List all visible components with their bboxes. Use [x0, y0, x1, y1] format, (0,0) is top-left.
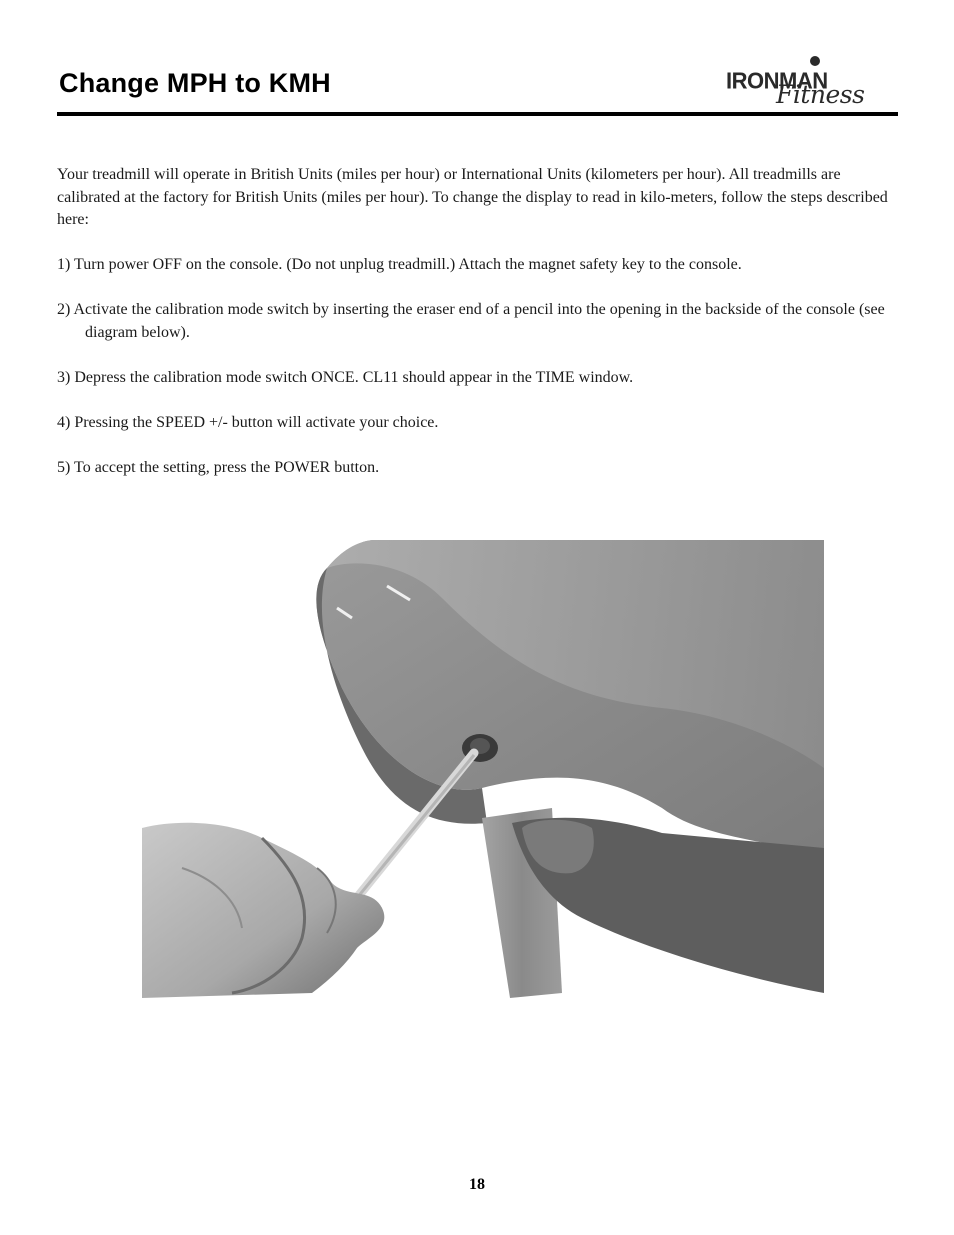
step-2: 2) Activate the calibration mode switch by inserting the eraser end of a pencil into the opening in the backside of the console (see diagram below). [57, 301, 885, 341]
console-calibration-photo [142, 538, 824, 998]
logo-dot-icon [810, 56, 820, 66]
step-3: 3) Depress the calibration mode switch ONCE. CL11 should appear in the TIME window. [57, 368, 634, 386]
page-number: 18 [469, 1176, 485, 1193]
instructions-body [57, 164, 902, 502]
ironman-fitness-logo [722, 54, 882, 116]
logo-brand-text: IRONMAN [726, 67, 828, 94]
step-1: 1) Turn power OFF on the console. (Do not unplug treadmill.) Attach the magnet safety key to the console. [57, 256, 742, 273]
intro-paragraph: Your treadmill will operate in British Units (miles per hour) or International Units (kilometers per hour). All treadmills are calibrated at the factory for British Units (miles per hour). To change the display to read in kilo-meters, follow the steps described here: [57, 166, 888, 228]
step-5: 5) To accept the setting, press the POWER button. [57, 458, 380, 476]
header-divider [57, 112, 898, 116]
step-4: 4) Pressing the SPEED +/- button will activate your choice. [57, 413, 439, 431]
page-title: Change MPH to KMH [59, 68, 331, 98]
logo-sub-text: Fitness [776, 80, 865, 109]
hand [142, 823, 384, 998]
